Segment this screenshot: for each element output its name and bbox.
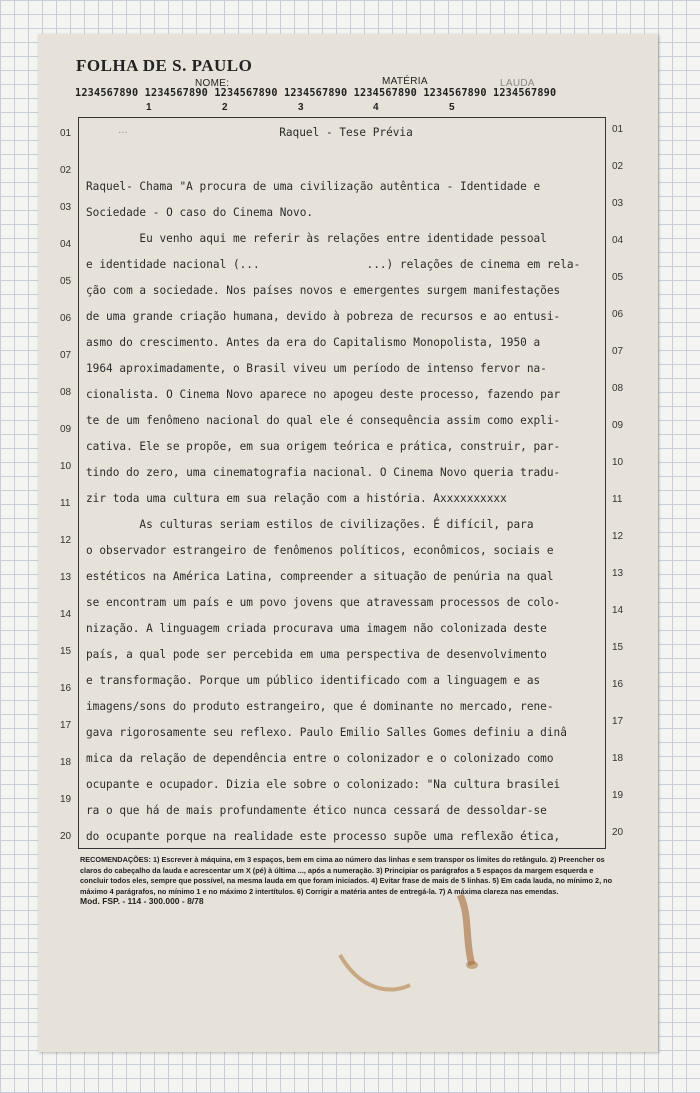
text-line: Raquel- Chama "A procura de uma civilização autêntica - Identidade e [86, 180, 541, 193]
text-line: estéticos na América Latina, compreender a situação de penúria na qual [86, 570, 554, 583]
masthead: FOLHA DE S. PAULO [76, 56, 253, 75]
ruler-marker: 4 [373, 102, 379, 113]
line-number: 13 [612, 568, 624, 579]
text-line: asmo do crescimento. Antes da era do Capitalismo Monopolista, 1950 a [86, 336, 541, 349]
line-number: 01 [60, 128, 72, 139]
ruler-marker: 1 [146, 102, 152, 113]
line-number: 07 [612, 346, 624, 357]
line-number: 12 [612, 531, 624, 542]
text-line: nização. A linguagem criada procurava uma imagem não colonizada deste [86, 622, 547, 635]
lauda-label: LAUDA [500, 78, 535, 89]
line-number: 05 [60, 276, 72, 287]
text-line: zir toda uma cultura em sua relação com a história. Axxxxxxxxxx [86, 492, 507, 505]
line-number: 17 [612, 716, 624, 727]
coffee-stain [330, 885, 490, 1005]
text-line: gava rigorosamente seu reflexo. Paulo Emilio Salles Gomes definiu a dinâ [86, 726, 567, 739]
text-line: ção com a sociedade. Nos países novos e emergentes surgem manifestações [86, 284, 561, 297]
line-number: 20 [612, 827, 624, 838]
line-number: 06 [612, 309, 624, 320]
line-number: 08 [612, 383, 624, 394]
text-line: o observador estrangeiro de fenômenos políticos, econômicos, sociais e [86, 544, 554, 557]
text-line: 1964 aproximadamente, o Brasil viveu um período de intenso fervor na- [86, 362, 547, 375]
line-number: 14 [60, 609, 72, 620]
line-number: 08 [60, 387, 72, 398]
line-number: 19 [612, 790, 624, 801]
line-number: 07 [60, 350, 72, 361]
text-line: te de um fenômeno nacional do qual ele é consequência assim como expli- [86, 414, 561, 427]
text-line: se encontram um país e um povo jovens que atravessam processos de colo- [86, 596, 561, 609]
materia-label: MATÉRIA [382, 76, 428, 87]
ruler-marker: 2 [222, 102, 228, 113]
line-number: 10 [60, 461, 72, 472]
ruler-marker: 3 [298, 102, 304, 113]
form-model-number: Mod. FSP. - 114 - 300.000 - 8/78 [80, 896, 204, 906]
line-number: 11 [612, 494, 623, 505]
line-number: 01 [612, 124, 624, 135]
line-number: 02 [612, 161, 624, 172]
line-number: 15 [60, 646, 72, 657]
line-number: 02 [60, 165, 72, 176]
text-line: ocupante e ocupador. Dizia ele sobre o colonizado: "Na cultura brasilei [86, 778, 561, 791]
text-line: tindo do zero, uma cinematografia nacional. O Cinema Novo queria tradu- [86, 466, 561, 479]
line-number: 16 [60, 683, 72, 694]
text-line: de uma grande criação humana, devido à pobreza de recursos e ao entusi- [86, 310, 561, 323]
line-number: 18 [612, 753, 624, 764]
line-number: 10 [612, 457, 624, 468]
text-line: imagens/sons do produto estrangeiro, que é dominante no mercado, rene- [86, 700, 554, 713]
line-number: 09 [612, 420, 624, 431]
text-line: cionalista. O Cinema Novo aparece no apogeu deste processo, fazendo par [86, 388, 561, 401]
line-number: 05 [612, 272, 624, 283]
line-number: 17 [60, 720, 72, 731]
line-number: 11 [60, 498, 71, 509]
text-line: ra o que há de mais profundamente ético nunca cessará de dessoldar-se [86, 804, 547, 817]
document-title: Raquel - Tese Prévia [279, 126, 413, 139]
text-line: do ocupante porque na realidade este processo supõe uma reflexão ética, [86, 830, 561, 843]
text-line: mica da relação de dependência entre o colonizador e o colonizado como [86, 752, 554, 765]
pencil-annotation: ... [118, 125, 128, 136]
line-number: 18 [60, 757, 72, 768]
text-line: As culturas seriam estilos de civilizações. É difícil, para [86, 518, 534, 531]
ruler-marker: 5 [449, 102, 455, 113]
line-number: 03 [612, 198, 624, 209]
name-label: NOME: [195, 78, 230, 89]
line-number: 09 [60, 424, 72, 435]
line-number: 16 [612, 679, 624, 690]
line-number: 14 [612, 605, 624, 616]
text-line: país, a qual pode ser percebida em uma perspectiva de desenvolvimento [86, 648, 547, 661]
line-number: 04 [60, 239, 72, 250]
line-number: 04 [612, 235, 624, 246]
text-line: e transformação. Porque um público identificado com a linguagem e as [86, 674, 541, 687]
text-line: Eu venho aqui me referir às relações entre identidade pessoal [86, 232, 547, 245]
line-number: 03 [60, 202, 72, 213]
line-number: 13 [60, 572, 72, 583]
text-line: cativa. Ele se propõe, em sua origem teórica e prática, construir, par- [86, 440, 561, 453]
character-ruler: 1234567890 1234567890 1234567890 1234567890 1234567890 1234567890 1234567890 [75, 88, 557, 99]
line-number: 12 [60, 535, 72, 546]
recommendations-footer: RECOMENDAÇÕES: 1) Escrever à máquina, em 3 espaços, bem em cima ao número das linhas e sem transpor os limites do retângulo. 2) Preencher os claros do cabeçalho da lauda e acrescentar um X (pé) à última ..., após a numeração. 3) Principiar os parágrafos a 5 espaços da margem esquerda e concluir todos eles, sempre que possível, na mesma lauda em que foram iniciados. 4) Evitar frase de mais de 5 linhas. 5) Em cada lauda, no mínimo 2, no máximo 4 parágrafos, no mínimo 1 e no máximo 2 intertítulos. 6) Corrigir a matéria antes de entregá-la. 7) A máxima clareza nas emendas. [80, 855, 613, 896]
line-number: 19 [60, 794, 72, 805]
text-line: e identidade nacional (... ...) relações de cinema em rela- [86, 258, 581, 271]
line-number: 06 [60, 313, 72, 324]
line-number: 15 [612, 642, 624, 653]
text-line: Sociedade - O caso do Cinema Novo. [86, 206, 314, 219]
line-number: 20 [60, 831, 72, 842]
